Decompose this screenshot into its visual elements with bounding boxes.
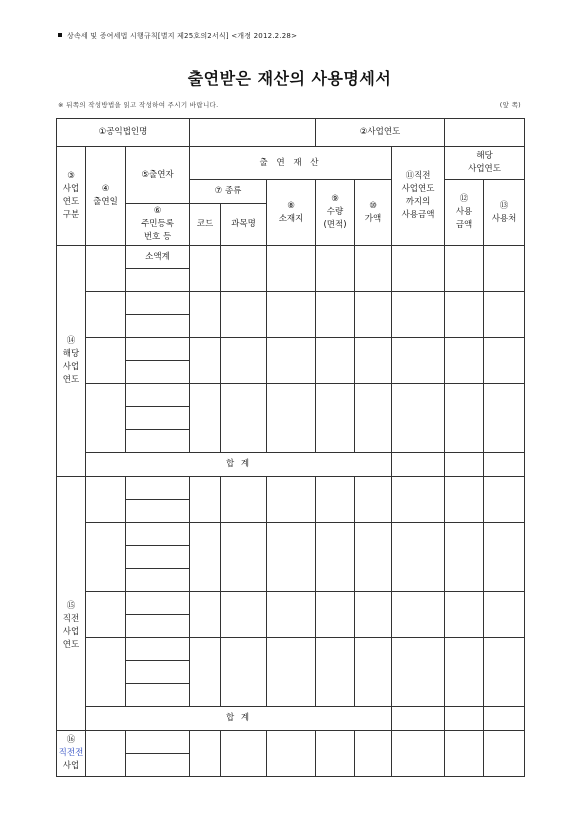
cell[interactable] [190, 523, 221, 592]
col-quantity-header [316, 180, 355, 246]
cell[interactable] [445, 384, 484, 453]
s16-num: ⑯ [66, 735, 76, 745]
cell[interactable] [221, 292, 267, 338]
col6-num: ⑥ [153, 206, 162, 216]
cell[interactable] [221, 638, 267, 707]
cell[interactable] [86, 731, 126, 777]
cell[interactable] [316, 292, 355, 338]
cell[interactable] [126, 477, 190, 500]
cell[interactable] [126, 523, 190, 546]
usage-statement-table [56, 118, 525, 777]
cell[interactable] [445, 592, 484, 638]
cell[interactable] [86, 292, 126, 338]
col4-text: 출연일 [93, 197, 118, 207]
cell[interactable] [316, 523, 355, 592]
cell[interactable] [126, 269, 190, 292]
cell[interactable] [445, 523, 484, 592]
col13-text: 사용처 [491, 213, 517, 224]
cell[interactable] [221, 592, 267, 638]
cell[interactable] [484, 592, 525, 638]
col8-text: 소재지 [278, 213, 304, 224]
section-prior-prior-year-label [57, 731, 86, 777]
cell[interactable] [392, 523, 445, 592]
cell[interactable] [484, 523, 525, 592]
col8-num: ⑧ [287, 200, 295, 211]
col10-text: 가액 [364, 213, 382, 224]
table-row [57, 731, 525, 754]
cell[interactable] [126, 361, 190, 384]
col-subject-header: 과목명 [221, 204, 267, 246]
cell[interactable] [484, 707, 525, 731]
cell[interactable] [316, 384, 355, 453]
s14-text: 해당 사업 연도 [62, 349, 80, 385]
cell[interactable] [445, 292, 484, 338]
cell[interactable] [484, 292, 525, 338]
cell[interactable] [86, 477, 126, 523]
cell[interactable] [267, 523, 316, 592]
cell[interactable] [126, 731, 190, 754]
cell[interactable] [445, 338, 484, 384]
cell[interactable] [484, 453, 525, 477]
cell[interactable] [126, 638, 190, 661]
cell[interactable] [267, 246, 316, 292]
cell[interactable] [126, 661, 190, 684]
cell[interactable] [392, 592, 445, 638]
cell[interactable] [392, 384, 445, 453]
cell[interactable] [484, 338, 525, 384]
col-year-type-header [57, 147, 86, 246]
cell[interactable] [190, 592, 221, 638]
form-reference-text: 상속세 및 증여세법 시행규칙[별지 제25호의2서식] <개정 2012.2.28> [67, 32, 298, 40]
cell[interactable] [126, 569, 190, 592]
col-current-year-header [445, 147, 525, 180]
cell[interactable] [126, 292, 190, 315]
col-donated-asset-header: 출 연 재 산 [190, 147, 392, 180]
col4-num: ④ [101, 184, 110, 194]
cell[interactable] [126, 315, 190, 338]
col-kind-header: ⑦ 종류 [190, 180, 267, 204]
cell[interactable] [126, 338, 190, 361]
cell[interactable] [86, 338, 126, 384]
cell[interactable] [316, 592, 355, 638]
cell[interactable] [445, 453, 484, 477]
col13-num: ⑬ [499, 200, 509, 211]
cell[interactable] [221, 338, 267, 384]
col9-num: ⑨ [331, 194, 339, 204]
cell[interactable] [267, 638, 316, 707]
cell[interactable] [392, 707, 445, 731]
cell[interactable] [221, 384, 267, 453]
col-resident-id-header [126, 204, 190, 246]
cell[interactable] [221, 246, 267, 292]
cell[interactable] [267, 477, 316, 523]
cell[interactable] [190, 477, 221, 523]
cell[interactable] [484, 384, 525, 453]
cell[interactable] [392, 453, 445, 477]
biz-year-label: ②사업연도 [316, 119, 445, 147]
cell[interactable] [484, 246, 525, 292]
cell[interactable] [126, 615, 190, 638]
cell[interactable] [86, 523, 126, 592]
cell[interactable] [484, 731, 525, 777]
cell[interactable] [445, 477, 484, 523]
total-label: 합 계 [86, 707, 392, 731]
cell[interactable] [86, 592, 126, 638]
col12-text: 사용 금액 [455, 207, 473, 230]
cell[interactable] [190, 384, 221, 453]
cell[interactable] [190, 292, 221, 338]
s16-text: 사업 [62, 761, 80, 771]
cell[interactable] [126, 754, 190, 777]
cell[interactable] [267, 592, 316, 638]
cell[interactable] [86, 384, 126, 453]
cell[interactable] [355, 338, 392, 384]
table-row [57, 119, 525, 147]
cell[interactable] [392, 338, 445, 384]
cell[interactable] [267, 731, 316, 777]
cell[interactable] [355, 638, 392, 707]
table-row [57, 147, 525, 180]
table-row [57, 523, 525, 546]
table-row [57, 246, 525, 269]
cell[interactable] [445, 246, 484, 292]
cell[interactable] [86, 246, 126, 292]
col-location-header [267, 180, 316, 246]
cell[interactable] [355, 523, 392, 592]
s14-num: ⑭ [66, 336, 76, 346]
col-usage-place-header [484, 180, 525, 246]
cell[interactable] [267, 338, 316, 384]
subtotal-label: 소액계 [126, 246, 190, 269]
current-year-text: 해당 사업연도 [468, 151, 501, 174]
col3-num: ③ [67, 171, 75, 181]
section-current-year-label [57, 246, 86, 477]
cell[interactable] [190, 246, 221, 292]
col6-text: 주민등록 번호 등 [141, 219, 174, 242]
cell[interactable] [355, 477, 392, 523]
cell[interactable] [267, 292, 316, 338]
table-row [57, 477, 525, 500]
col9-text: 수량 (면적) [323, 207, 347, 230]
cell[interactable] [316, 731, 355, 777]
cell[interactable] [316, 338, 355, 384]
cell[interactable] [126, 384, 190, 407]
cell[interactable] [445, 638, 484, 707]
table-row [57, 707, 525, 731]
col-donor-header: ⑤출연자 [126, 147, 190, 204]
col12-num: ⑫ [459, 194, 469, 204]
table-row [57, 292, 525, 315]
cell[interactable] [126, 546, 190, 569]
section-previous-year-label [57, 477, 86, 731]
cell[interactable] [316, 246, 355, 292]
cell[interactable] [316, 477, 355, 523]
cell[interactable] [126, 684, 190, 707]
cell[interactable] [267, 384, 316, 453]
cell[interactable] [355, 384, 392, 453]
col10-num: ⑩ [369, 200, 377, 211]
cell[interactable] [316, 638, 355, 707]
total-label: 합 계 [86, 453, 392, 477]
col-donation-date-header [86, 147, 126, 246]
cell[interactable] [126, 430, 190, 453]
cell[interactable] [221, 477, 267, 523]
form-reference [58, 31, 297, 41]
col-prior-usage-header [392, 147, 445, 246]
s15-num: ⑮ [66, 601, 76, 611]
cell[interactable] [392, 731, 445, 777]
s15-text: 직전 사업 연도 [62, 614, 80, 650]
table-row [57, 638, 525, 661]
col-value-header [355, 180, 392, 246]
cell[interactable] [392, 477, 445, 523]
cell[interactable] [355, 292, 392, 338]
table-row [57, 338, 525, 361]
cell[interactable] [392, 292, 445, 338]
cell[interactable] [445, 707, 484, 731]
col11-text: ⑪직전 사업연도 까지의 사용금액 [401, 171, 435, 220]
table-row [57, 453, 525, 477]
cell[interactable] [86, 638, 126, 707]
cell[interactable] [190, 638, 221, 707]
corp-name-field[interactable] [190, 119, 316, 147]
table-row [57, 592, 525, 615]
cell[interactable] [484, 638, 525, 707]
s16-text-blue: 직전전 [58, 748, 84, 758]
cell[interactable] [484, 477, 525, 523]
corp-name-label: ①공익법인명 [57, 119, 190, 147]
cell[interactable] [126, 407, 190, 430]
cell[interactable] [355, 592, 392, 638]
bullet-square-icon [58, 33, 62, 37]
cell[interactable] [445, 731, 484, 777]
col-code-header: 코드 [190, 204, 221, 246]
cell[interactable] [190, 731, 221, 777]
biz-year-field[interactable] [445, 119, 525, 147]
page-side-label: (앞 쪽) [499, 101, 521, 109]
cell[interactable] [355, 731, 392, 777]
form-title: 출연받은 재산의 사용명세서 [187, 69, 392, 88]
cell[interactable] [221, 731, 267, 777]
col-used-amount-header [445, 180, 484, 246]
cell[interactable] [392, 246, 445, 292]
cell[interactable] [355, 246, 392, 292]
cell[interactable] [190, 338, 221, 384]
table-row [57, 384, 525, 407]
col3-text: 사업 연도 구분 [62, 184, 80, 220]
cell[interactable] [126, 500, 190, 523]
form-note: ※ 뒤쪽의 작성방법을 읽고 작성하여 주시기 바랍니다. [58, 101, 219, 109]
cell[interactable] [221, 523, 267, 592]
cell[interactable] [392, 638, 445, 707]
cell[interactable] [126, 592, 190, 615]
